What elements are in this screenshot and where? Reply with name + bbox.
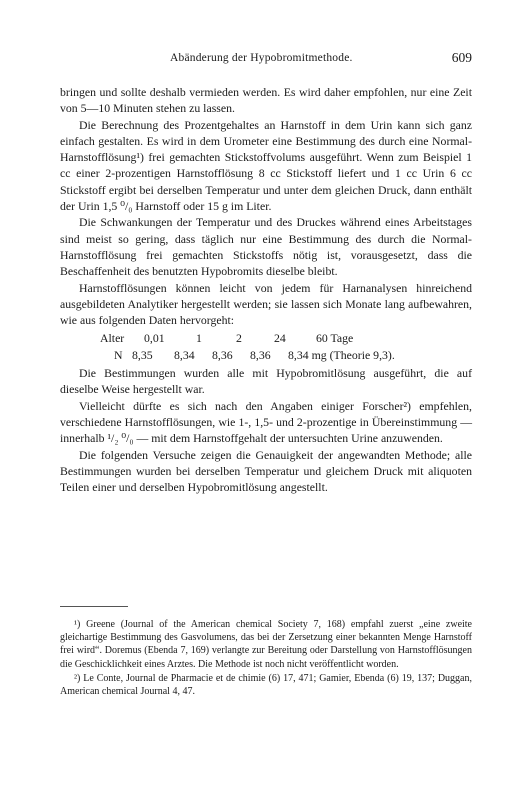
paragraph: Vielleicht dürfte es sich nach den Angaben einiger Forscher²) empfehlen, verschiedene Harnstofflösungen, wie 1-, 1,5- und 2-prozentige in Übereinstimmung — innerhalb ¹/₂ ⁰/₀ — mit dem Harnstoffgehalt der untersuchten Urine anzuwenden.: [60, 398, 472, 446]
table-cell: 8,34 mg (Theorie 9,3).: [288, 347, 395, 362]
footnote-divider: [60, 606, 128, 607]
footnote: ²) Le Conte, Journal de Pharmacie et de chimie (6) 17, 471; Gamier, Ebenda (6) 19, 137; Duggan, American chemical Journal 4, 47.: [60, 672, 472, 698]
table-cell: 8,34: [174, 347, 195, 362]
table-cell: 0,01: [144, 331, 165, 346]
table-cell: Alter: [100, 331, 125, 346]
paragraph: Die Berechnung des Prozentgehaltes an Harnstoff in dem Urin kann sich ganz einfach gestalten. Es wird in dem Urometer eine Bestimmung des durch eine Normal-Harnstofflösung¹) frei gemachten Stickstoffvolums ausgeführt. Wenn zum Beispiel 1 cc einer 2-prozentigen Harnstofflösung 8 cc Stickstoff liefert und 1 cc Urin 6 cc Stickstoff ergibt bei derselben Temperatur und unter dem gleichen Druck, dann enthält der Urin 1,5 ⁰/₀ Harnstoff oder 15 g im Liter.: [60, 117, 472, 214]
table-row: [60, 347, 472, 363]
paragraph: Die Schwankungen der Temperatur und des Druckes während eines Arbeitstages sind meist so gering, dass täglich nur eine Bestimmung des durch die Normal-Harnstofflösung frei gemachten Stickstoffs nötig ist, vorausgesetzt, dass die Beschaffenheit des benutzten Hypobromits dieselbe bleibt.: [60, 215, 472, 279]
data-table: [60, 330, 472, 363]
body-text: [60, 84, 472, 495]
paragraph: Die folgenden Versuche zeigen die Genauigkeit der angewandten Methode; alle Bestimmungen wurden bei derselben Temperatur und gleichem Druck mit aliquoten Teilen einer und derselben Hypobromitlösung angestellt.: [60, 447, 472, 495]
table-row: [60, 330, 472, 346]
footnote: ¹) Greene (Journal of the American chemical Society 7, 168) empfahl zuerst „eine zweite gleichartige Bestimmung des Gasvolumens, das bei der Zersetzung einer bekannten Menge Harnstoff frei wird“. Doremus (Ebenda 7, 169) verlangte zur Bereitung oder Darstellung von Harnstofflösungen die Geschicklichkeit eines Arztes. Die Methode ist noch nicht veröffentlicht worden.: [60, 619, 472, 670]
table-cell: 1: [196, 331, 202, 346]
paragraph: Harnstofflösungen können leicht von jedem für Harnanalysen hinreichend ausgebildeten Analytiker hergestellt werden; sie lassen sich Monate lang aufbewahren, wie aus folgenden Daten hervorgeht:: [60, 280, 472, 328]
table-cell: 2: [236, 331, 242, 346]
table-cell: 24: [274, 331, 286, 346]
table-cell: 8,36: [250, 347, 271, 362]
paragraph: bringen und sollte deshalb vermieden werden. Es wird daher empfohlen, nur eine Zeit von 5—10 Minuten stehen zu lassen.: [60, 85, 472, 116]
paragraph: Die Bestimmungen wurden alle mit Hypobromitlösung ausgeführt, die auf dieselbe Weise hergestellt war.: [60, 366, 472, 397]
table-cell: 8,36: [212, 347, 233, 362]
footnotes: [60, 618, 472, 699]
table-cell: 8,35: [132, 347, 153, 362]
table-cell: N: [114, 347, 123, 362]
page-header: [60, 52, 472, 72]
page-number: 609: [451, 50, 472, 65]
table-cell: 60 Tage: [316, 331, 354, 346]
running-title: Abänderung der Hypobromitmethode.: [170, 52, 353, 64]
